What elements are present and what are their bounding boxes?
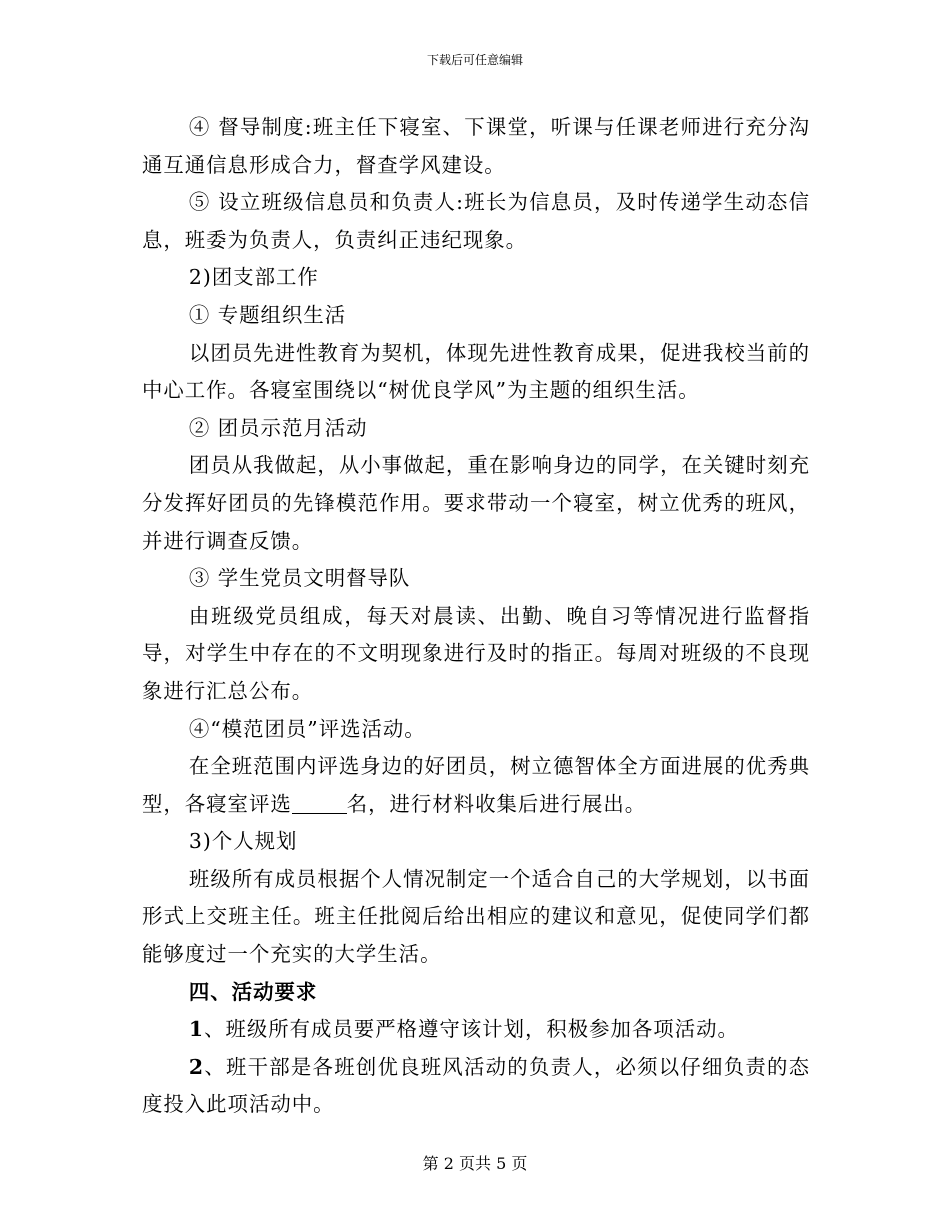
- selection-text-before-blank: 在全班范围内评选身边的好团员，树立德智体全方面进展的优秀典型，各寝室评选: [142, 754, 810, 816]
- requirement-text: 、班干部是各班创优良班风活动的负责人，必须以仔细负责的态度投入此项活动中。: [142, 1054, 810, 1117]
- requirement-text: 、班级所有成员要严格遵守该计划，积极参加各项活动。: [204, 1017, 739, 1042]
- paragraph-class-informant: ⑤ 设立班级信息员和负责人:班长为信息员，及时传递学生动态信息，班委为负责人，负责纠正违纪现象。: [142, 190, 810, 252]
- page-header: 下载后可任意编辑: [426, 53, 523, 67]
- paragraph-party-member-supervision: 由班级党员组成，每天对晨读、出勤、晚自习等情况进行监督指导，对学生中存在的不文明现象进行及时的指正。每周对班级的不良现象进行汇总公布。: [142, 603, 810, 703]
- heading-league-branch-work: 2)团支部工作: [188, 265, 319, 290]
- requirement-item-1: [142, 1011, 810, 1049]
- requirement-number: 2: [188, 1054, 205, 1079]
- heading-member-model-month: ② 团员示范月活动: [188, 415, 368, 440]
- paragraph-model-member-selection: [142, 748, 810, 823]
- paragraph-supervision-system: ④ 督导制度:班主任下寝室、下课堂，听课与任课老师进行充分沟通互通信息形成合力，督查学风建设。: [142, 115, 810, 177]
- paragraph-personal-planning: 班级所有成员根据个人情况制定一个适合自己的大学规划，以书面形式上交班主任。班主任批阅后给出相应的建议和意见，促使同学们都能够度过一个充实的大学生活。: [142, 866, 810, 967]
- paragraph-organizational-life: 以团员先进性教育为契机，体现先进性教育成果，促进我校当前的中心工作。各寝室围绕以“树优良学风”为主题的组织生活。: [142, 340, 810, 403]
- requirement-item-2: [142, 1049, 810, 1124]
- paragraph-member-model-month: 团员从我做起，从小事做起，重在影响身边的同学，在关键时刻充分发挥好团员的先锋模范作用。要求带动一个寝室，树立优秀的班风，并进行调查反馈。: [142, 453, 810, 553]
- heading-personal-planning: 3)个人规划: [188, 829, 298, 854]
- heading-party-member-supervision-team: ③ 学生党员文明督导队: [188, 566, 411, 591]
- heading-thematic-organizational-life: ① 专题组织生活: [188, 302, 347, 327]
- requirement-number: 1: [188, 1017, 205, 1042]
- document-body: [142, 109, 810, 1124]
- heading-model-member-selection: ④“模范团员”评选活动。: [188, 716, 426, 741]
- selection-text-after-blank: 名，进行材料收集后进行展出。: [346, 791, 647, 816]
- page-footer: 第 2 页共 5 页: [422, 1154, 528, 1173]
- fill-in-blank: [292, 792, 347, 813]
- section-heading-activity-requirements: 四、活动要求: [188, 979, 318, 1004]
